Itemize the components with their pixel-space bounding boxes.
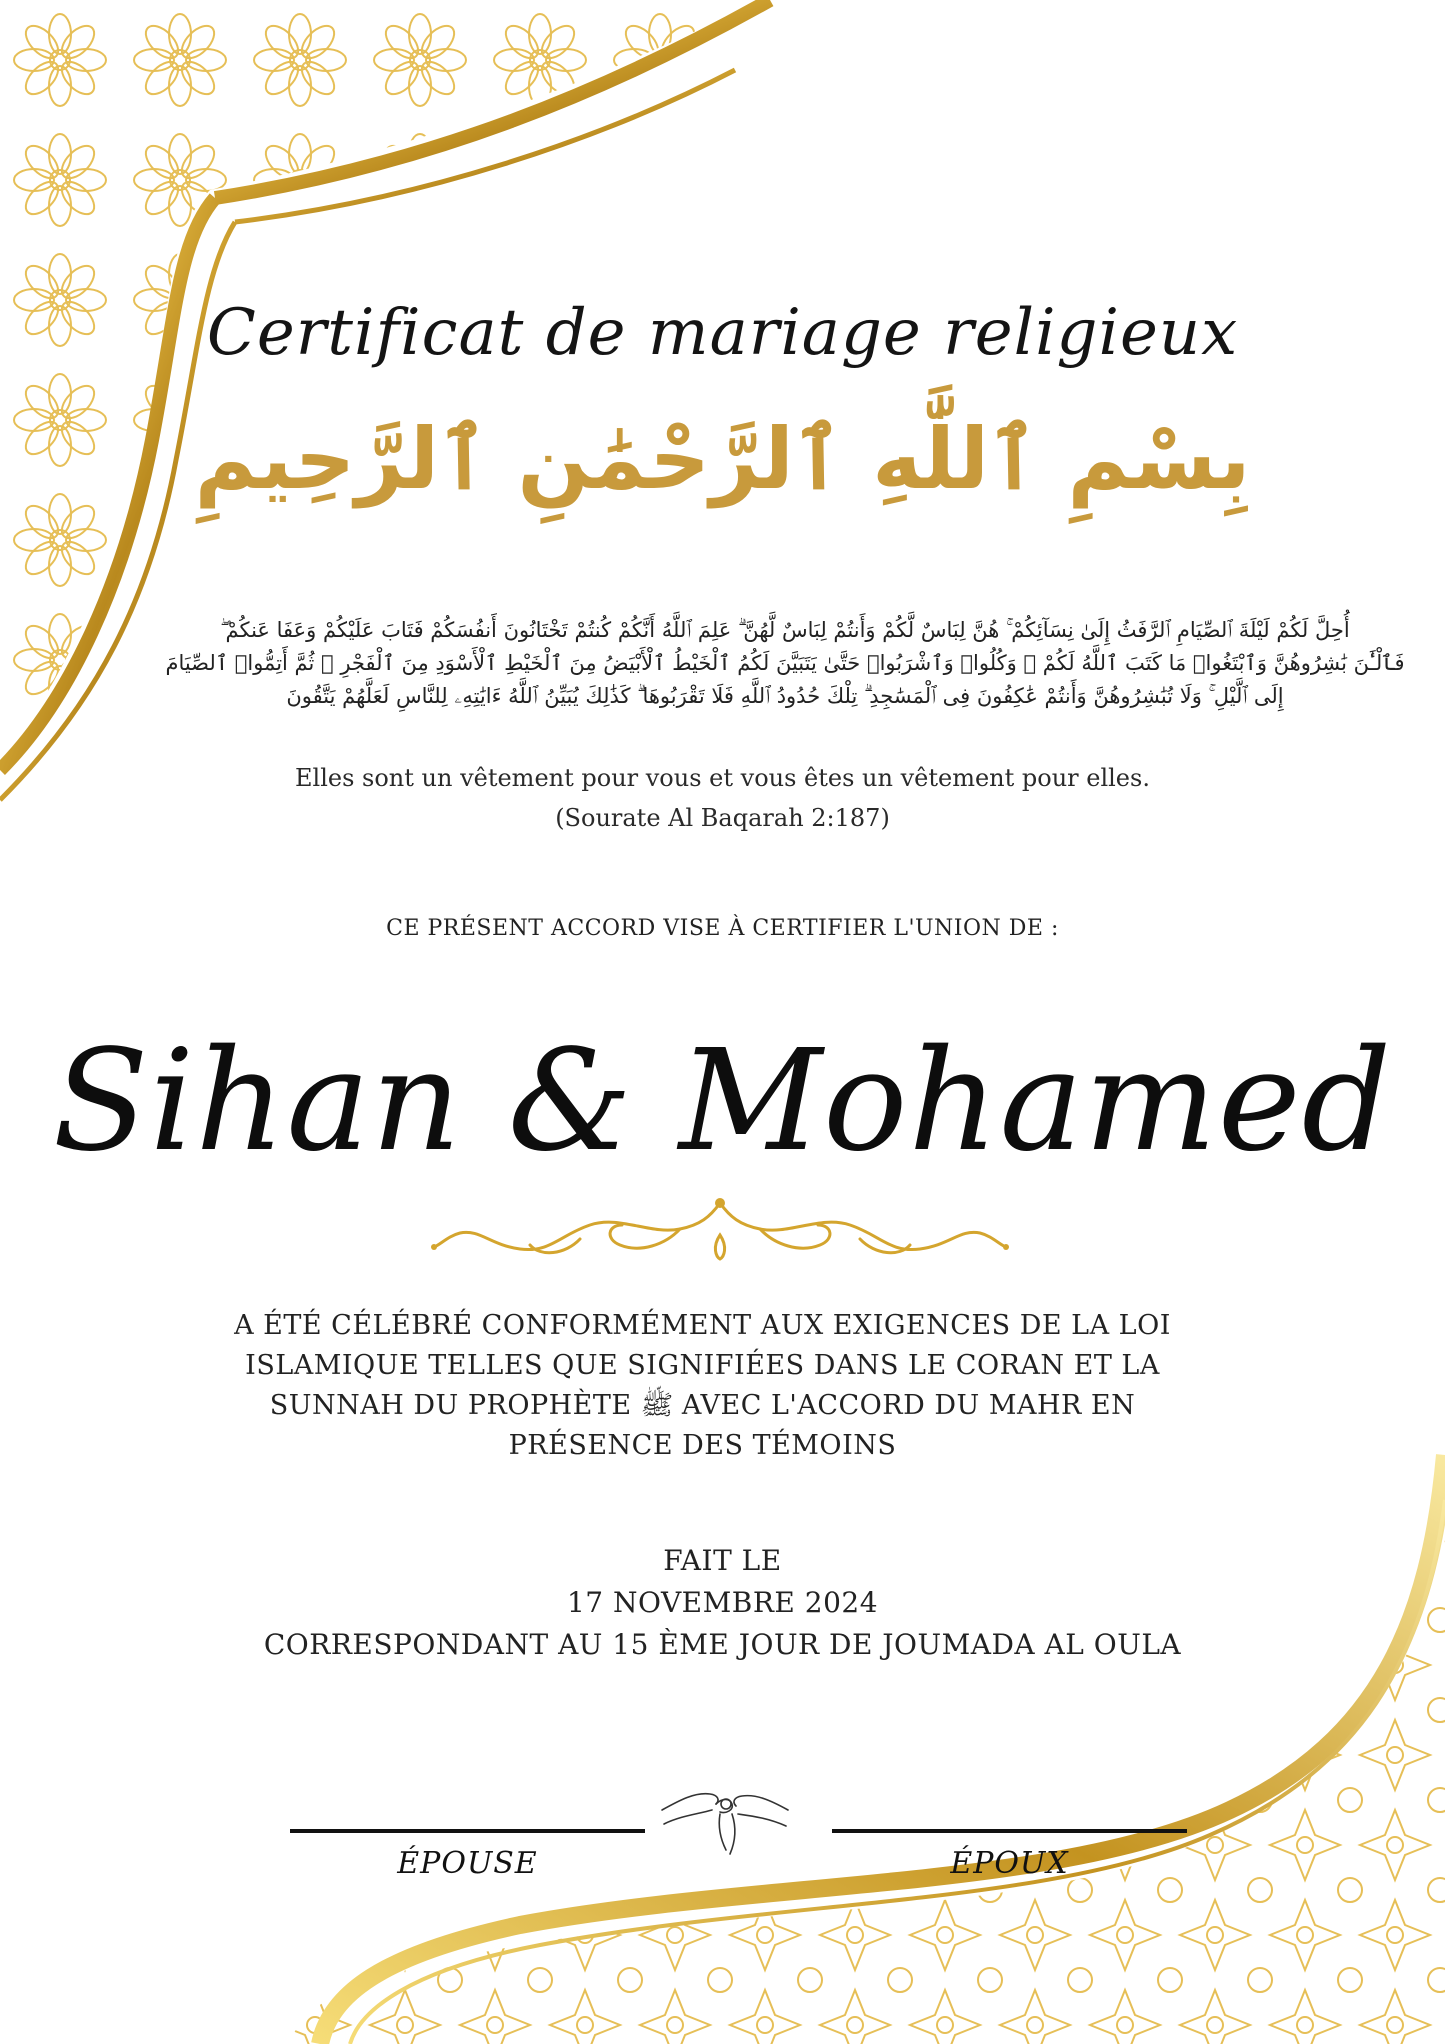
verse-translation: Elles sont un vêtement pour vous et vous êtes un vêtement pour elles. bbox=[295, 764, 1150, 792]
rings-hands-icon bbox=[660, 1770, 790, 1860]
verse-translation-block bbox=[0, 758, 1445, 838]
date-block bbox=[0, 1540, 1445, 1666]
couple-names: Sihan & Mohamed bbox=[52, 1020, 1393, 1183]
statement-line: PRÉSENCE DES TÉMOINS bbox=[508, 1430, 897, 1461]
signature-label-husband: ÉPOUX bbox=[950, 1846, 1069, 1881]
quran-verse bbox=[150, 614, 1420, 713]
signature-line-spouse-husband[interactable] bbox=[832, 1829, 1187, 1833]
signature-line-spouse-wife[interactable] bbox=[290, 1829, 645, 1833]
verse-reference: (Sourate Al Baqarah 2:187) bbox=[555, 804, 890, 832]
verse-line: أُحِلَّ لَكُمْ لَيْلَةَ ٱلصِّيَامِ ٱلرَّفَثُ إِلَىٰ نِسَآئِكُمْ ۚ هُنَّ لِبَاسٌ لَّكُمْ وَأَنتُمْ لِبَاسٌ لَّهُنَّ ۗ عَلِمَ ٱللَّهُ أَنَّكُمْ كُنتُمْ تَخْتَانُونَ أَنفُسَكُمْ فَتَابَ عَلَيْكُمْ وَعَفَا عَنكُمْ ۖ bbox=[220, 618, 1350, 642]
certificate-title: Certificat de mariage religieux bbox=[206, 296, 1239, 370]
statement-line: ISLAMIQUE TELLES QUE SIGNIFIÉES DANS LE CORAN ET LA bbox=[245, 1350, 1160, 1381]
signature-label-wife: ÉPOUSE bbox=[397, 1846, 538, 1881]
bismillah-calligraphy: بِسْمِ ٱللَّٰهِ ٱلرَّحْمَٰنِ ٱلرَّحِيمِ bbox=[194, 410, 1251, 508]
date-intro: FAIT LE bbox=[663, 1544, 782, 1577]
union-intro: CE PRÉSENT ACCORD VISE À CERTIFIER L'UNION DE : bbox=[386, 916, 1059, 941]
gregorian-date: 17 NOVEMBRE 2024 bbox=[566, 1586, 879, 1619]
hijri-date: CORRESPONDANT AU 15 ÈME JOUR DE JOUMADA AL OULA bbox=[263, 1628, 1182, 1661]
verse-line: إِلَى ٱلَّيْلِ ۚ وَلَا تُبَٰشِرُوهُنَّ وَأَنتُمْ عَٰكِفُونَ فِى ٱلْمَسَٰجِدِ ۗ تِلْكَ حُدُودُ ٱللَّهِ فَلَا تَقْرَبُوهَا ۗ كَذَٰلِكَ يُبَيِّنُ ٱللَّهُ ءَايَٰتِهِۦ لِلنَّاسِ لَعَلَّهُمْ يَتَّقُونَ bbox=[286, 684, 1284, 708]
verse-line: فَٱلْـَٰٔنَ بَٰشِرُوهُنَّ وَٱبْتَغُوا۟ مَا كَتَبَ ٱللَّهُ لَكُمْ ۚ وَكُلُوا۟ وَٱشْرَبُوا۟ حَتَّىٰ يَتَبَيَّنَ لَكُمُ ٱلْخَيْطُ ٱلْأَبْيَضُ مِنَ ٱلْخَيْطِ ٱلْأَسْوَدِ مِنَ ٱلْفَجْرِ ۖ ثُمَّ أَتِمُّوا۟ ٱلصِّيَامَ bbox=[165, 651, 1405, 675]
statement-line: A ÉTÉ CÉLÉBRÉ CONFORMÉMENT AUX EXIGENCES DE LA LOI bbox=[234, 1310, 1171, 1341]
ornament-flourish bbox=[430, 1195, 1010, 1263]
statement-line: SUNNAH DU PROPHÈTE ﷺ AVEC L'ACCORD DU MAHR EN bbox=[269, 1390, 1136, 1421]
celebration-statement bbox=[230, 1306, 1175, 1466]
